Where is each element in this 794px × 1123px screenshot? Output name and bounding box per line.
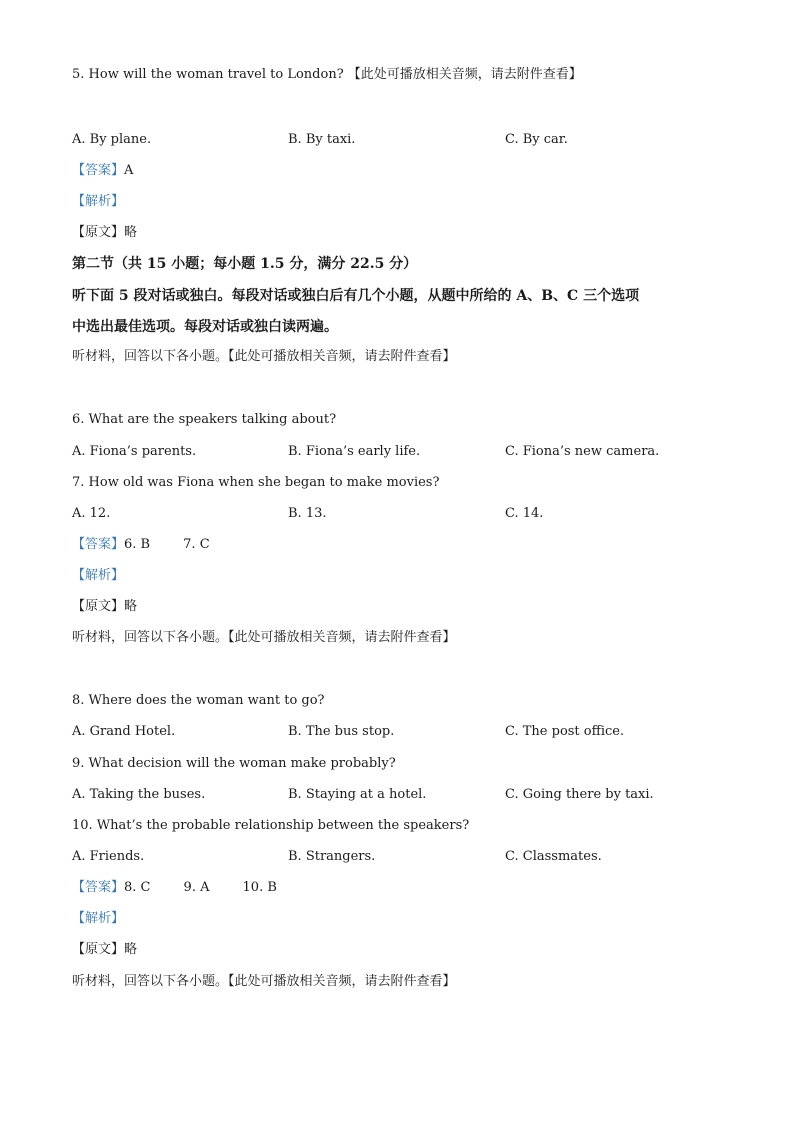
- q6-option-b: B. Fiona’s early life.: [288, 444, 421, 459]
- q10-option-c: C. Classmates.: [505, 849, 602, 864]
- section2-instruction-1: 听下面 5 段对话或独白。每段对话或独白后有几个小题，从题中所给的 A、B、C 三个选项: [72, 288, 640, 304]
- q9-option-a: A. Taking the buses.: [72, 787, 206, 802]
- q5-analysis: 【解析】: [72, 194, 125, 209]
- question-9: 9. What decision will the woman make probably?: [72, 756, 396, 771]
- answer-tag: 【答案】: [72, 537, 125, 552]
- answer-value: 8. C 9. A 10. B: [124, 880, 277, 895]
- original-tag: 【原文】: [72, 599, 125, 614]
- q10-option-a: A. Friends.: [72, 849, 145, 864]
- q8-option-b: B. The bus stop.: [288, 724, 395, 739]
- q7-option-a: A. 12.: [72, 506, 111, 521]
- original-value: 略: [124, 225, 138, 240]
- q6-option-a: A. Fiona’s parents.: [72, 444, 197, 459]
- answer-tag: 【答案】: [72, 163, 125, 178]
- group1-intro: 听材料，回答以下各小题。【此处可播放相关音频，请去附件查看】: [72, 349, 456, 364]
- question-5: 5. How will the woman travel to London? 【此处可播放相关音频，请去附件查看】: [72, 67, 582, 82]
- q9-option-c: C. Going there by taxi.: [505, 787, 654, 802]
- group2-original: [72, 941, 137, 959]
- q5-answer: [72, 162, 133, 180]
- q5-option-c: C. By car.: [505, 132, 568, 147]
- answer-value: A: [124, 163, 134, 178]
- section2-heading: 第二节（共 15 小题；每小题 1.5 分，满分 22.5 分）: [72, 256, 418, 272]
- question-7: 7. How old was Fiona when she began to make movies?: [72, 475, 440, 490]
- original-value: 略: [124, 599, 138, 614]
- question-10: 10. What’s the probable relationship between the speakers?: [72, 818, 470, 833]
- group2-answer: [72, 879, 277, 897]
- answer-value: 6. B 7. C: [124, 537, 210, 552]
- q10-option-b: B. Strangers.: [288, 849, 376, 864]
- q8-option-c: C. The post office.: [505, 724, 625, 739]
- group1-original: [72, 598, 137, 616]
- group2-analysis: 【解析】: [72, 911, 125, 926]
- original-tag: 【原文】: [72, 225, 125, 240]
- section2-instruction-2: 中选出最佳选项。每段对话或独白读两遍。: [72, 319, 338, 335]
- q7-option-c: C. 14.: [505, 506, 544, 521]
- original-tag: 【原文】: [72, 942, 125, 957]
- q8-option-a: A. Grand Hotel.: [72, 724, 176, 739]
- original-value: 略: [124, 942, 138, 957]
- q6-option-c: C. Fiona’s new camera.: [505, 444, 660, 459]
- group2-intro: 听材料，回答以下各小题。【此处可播放相关音频，请去附件查看】: [72, 630, 456, 645]
- q5-original: [72, 224, 137, 242]
- q5-option-b: B. By taxi.: [288, 132, 356, 147]
- group3-intro: 听材料，回答以下各小题。【此处可播放相关音频，请去附件查看】: [72, 974, 456, 989]
- question-6: 6. What are the speakers talking about?: [72, 412, 337, 427]
- group1-answer: [72, 536, 210, 554]
- q7-option-b: B. 13.: [288, 506, 327, 521]
- question-8: 8. Where does the woman want to go?: [72, 693, 325, 708]
- q9-option-b: B. Staying at a hotel.: [288, 787, 427, 802]
- group1-analysis: 【解析】: [72, 568, 125, 583]
- answer-tag: 【答案】: [72, 880, 125, 895]
- q5-option-a: A. By plane.: [72, 132, 152, 147]
